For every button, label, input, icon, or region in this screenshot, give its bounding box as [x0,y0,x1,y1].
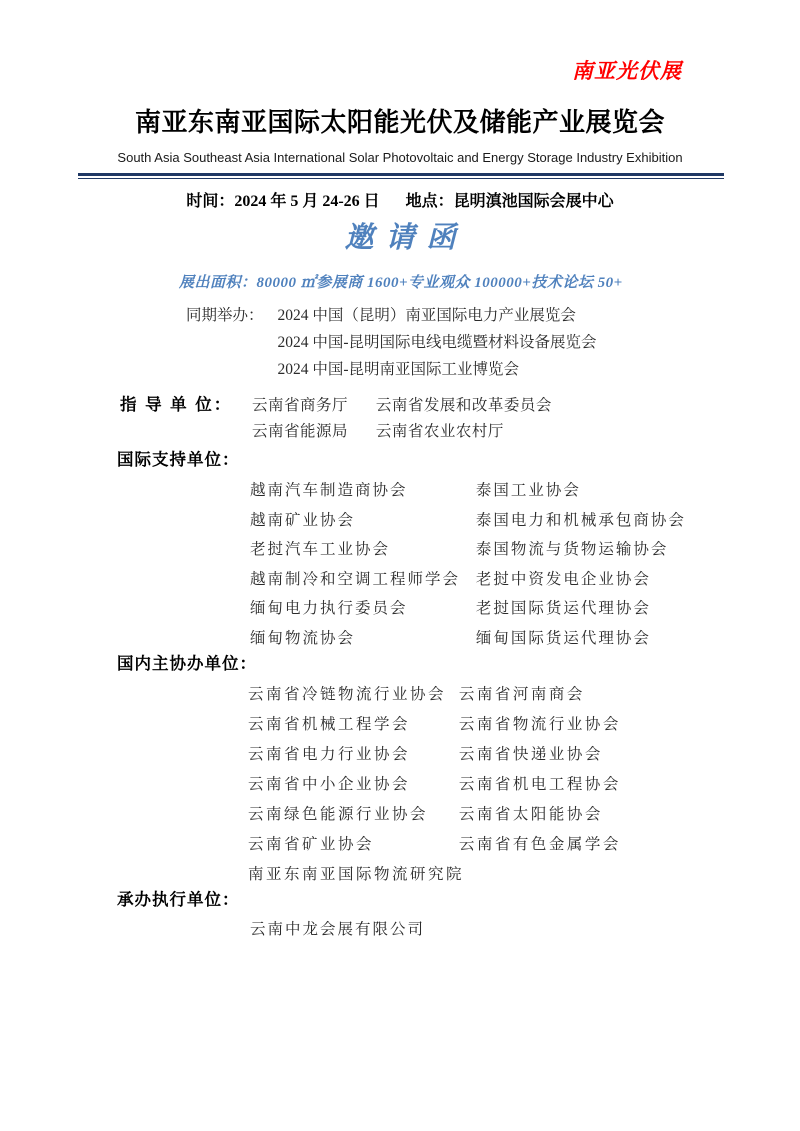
org-name-primary: 缅甸电力执行委员会 [250,600,408,617]
concurrent-item-text: 2024 中国-昆明南亚国际工业博览会 [277,361,520,378]
org-name-primary: 云南省机械工程学会 [248,716,411,733]
org-name-secondary: 泰国物流与货物运输协会 [475,541,669,558]
org-name-primary: 云南省电力行业协会 [248,746,411,763]
domestic-row [248,740,621,770]
concurrent-item [278,329,597,356]
concurrent-list [278,302,597,383]
org-name-secondary: 云南省河南商会 [458,686,585,703]
executive-organizer-heading: 承办执行单位： [117,891,240,909]
international-row [250,594,686,624]
international-row [250,476,686,506]
org-name-primary: 南亚东南亚国际物流研究院 [248,866,465,883]
divider-rule [78,173,724,179]
guidance-list [252,393,552,445]
concurrent-events-section [186,302,597,383]
org-name-primary: 老挝汽车工业协会 [250,541,391,558]
invitation-title: 邀请函 [344,222,468,254]
international-row [250,624,686,654]
domestic-coorganizer-list [248,680,621,890]
concurrent-item [278,356,597,383]
brand-text: 南亚光伏展 [572,60,682,83]
page-title: 南亚东南亚国际太阳能光伏及储能产业展览会 [134,108,665,137]
org-name-secondary: 云南省快递业协会 [458,746,603,763]
guidance-label: 指 导 单 位： [120,396,233,414]
org-name-secondary: 泰国电力和机械承包商协会 [475,511,686,529]
domestic-row [248,860,621,890]
org-name-secondary: 云南省农业农村厅 [375,423,504,440]
org-name-secondary: 老挝国际货运代理协会 [475,600,651,617]
event-date: 时间：2024 年 5 月 24-26 日 [186,193,380,210]
international-row [250,506,686,536]
org-name-secondary: 云南省发展和改革委员会 [375,397,552,414]
org-name-secondary: 云南省太阳能协会 [458,806,603,823]
stats-line: 展出面积：80000 ㎡参展商 1600+专业观众 100000+技术论坛 50+ [179,275,623,291]
org-name-secondary: 老挝中资发电企业协会 [475,570,651,588]
international-support-list [250,476,686,653]
org-name-primary: 越南制冷和空调工程师学会 [250,570,461,588]
guidance-units-section [120,393,552,445]
org-name-primary: 云南绿色能源行业协会 [248,806,429,823]
org-name-primary: 云南省能源局 [252,423,349,440]
org-name-secondary: 云南省机电工程协会 [458,776,621,793]
domestic-row [248,680,621,710]
concurrent-label: 同期举办： [186,307,264,324]
org-name-secondary: 云南省物流行业协会 [458,716,621,733]
domestic-row [248,710,621,740]
guidance-row [252,419,552,445]
domestic-coorganizer-heading: 国内主协办单位： [117,655,257,673]
org-name-secondary: 缅甸国际货运代理协会 [475,629,651,647]
international-row [250,535,686,565]
org-name-primary: 越南汽车制造商协会 [250,482,408,499]
guidance-row [252,393,552,419]
concurrent-item-text: 2024 中国（昆明）南亚国际电力产业展览会 [277,307,576,324]
org-name-primary: 越南矿业协会 [250,511,356,529]
org-name-primary: 云南省中小企业协会 [248,776,411,793]
domestic-row [248,770,621,800]
page-subtitle-en: South Asia Southeast Asia International Solar Photovoltaic and Energy Storage Industry Exhibition [117,150,683,165]
international-row [250,565,686,595]
org-name-secondary: 云南省有色金属学会 [458,836,621,853]
org-name-secondary: 泰国工业协会 [475,482,581,499]
org-name-primary: 云南省矿业协会 [248,836,375,853]
event-venue: 地点：昆明滇池国际会展中心 [405,193,614,210]
concurrent-item [278,302,597,329]
executive-organizer-company: 云南中龙会展有限公司 [250,921,426,938]
event-datetime-line [0,188,800,211]
international-support-heading: 国际支持单位： [117,451,240,469]
org-name-primary: 云南省冷链物流行业协会 [248,686,447,703]
org-name-primary: 云南省商务厅 [252,397,349,414]
domestic-row [248,830,621,860]
concurrent-item-text: 2024 中国-昆明国际电线电缆暨材料设备展览会 [277,334,597,351]
org-name-primary: 缅甸物流协会 [250,629,356,647]
domestic-row [248,800,621,830]
